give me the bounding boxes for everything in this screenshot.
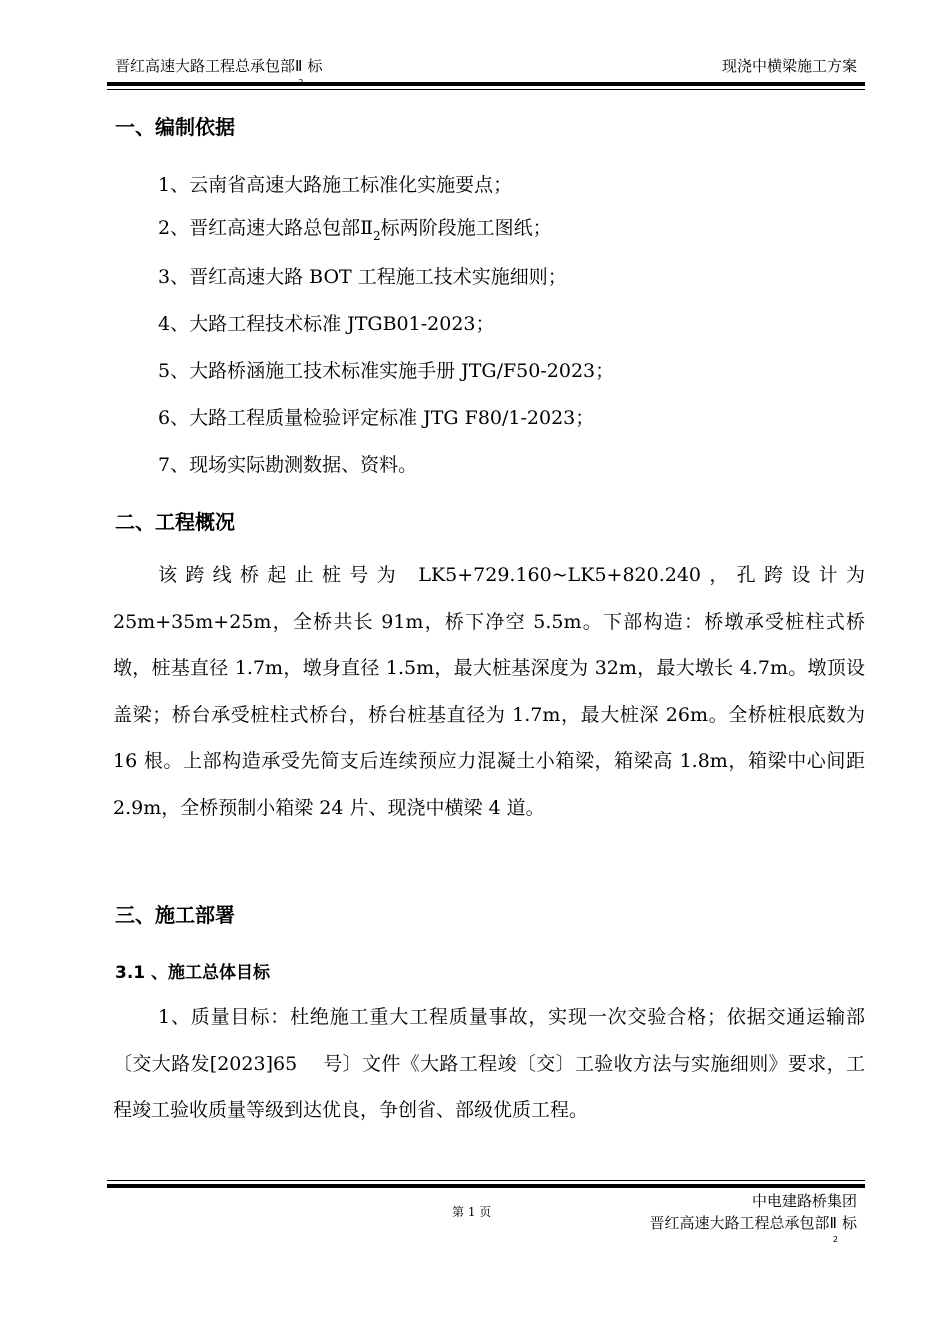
section-1-heading: 一、编制依据 [115,115,235,139]
footer-project-subscript: 2 [832,1235,838,1244]
header-project-name [115,55,323,76]
footer-project-text: 晋红高速大路工程总承包部Ⅱ [649,1214,837,1232]
basis-item-1: 1、云南省高速大路施工标准化实施要点； [158,174,513,196]
page-number: 第 1 页 [452,1205,492,1219]
header-rule-thin [107,89,865,90]
basis-item-2 [158,213,552,243]
header-project-text: 晋红高速大路工程总承包部Ⅱ [115,57,303,75]
basis-item-2-subscript: 2 [373,229,381,243]
project-overview-paragraph: 该跨线桥起止桩号为 LK5+729.160~LK5+820.240，孔跨设计为25m+35m+25m，全桥共长 91m，桥下净空 5.5m。下部构造：桥墩承受桩柱式桥墩，桩基直径 1.7m，墩身直径 1.5m，最大桩基深度为 32m，最大墩长 4.7m。墩顶设盖梁；桥台承受桩柱式桥台，桥台桩基直径为 1.7m，最大桩深 26m。全桥桩根底数为 16 根。上部构造承受先简支后连续预应力混凝土小箱梁，箱梁高 1.8m，箱梁中心间距 2.9m，全桥预制小箱梁 24 片、现浇中横梁 4 道。 [113,564,865,819]
basis-item-6: 6、大路工程质量检验评定标准 JTG F80/1-2023； [158,407,595,429]
basis-item-2-text: 2、晋红高速大路总包部Ⅱ [158,217,374,239]
footer-project-suffix: 标 [841,1214,857,1232]
header-rule-thick [107,82,865,86]
footer-company-name: 中电建路桥集团 [751,1192,857,1210]
header-document-title: 现浇中横梁施工方案 [721,57,857,75]
basis-item-4: 4、大路工程技术标准 JTGB01-2023； [158,313,495,335]
basis-item-5: 5、大路桥涵施工技术标准实施手册 JTG/F50-2023； [158,360,615,382]
basis-item-7: 7、现场实际勘测数据、资料。 [158,454,418,476]
footer-rule-thick [107,1184,865,1188]
section-2-heading: 二、工程概况 [115,510,235,534]
section-3-heading: 三、施工部署 [115,903,235,927]
section-3-1-heading: 3.1 、施工总体目标 [115,963,271,983]
basis-item-2-suffix: 标两阶段施工图纸； [380,217,552,239]
basis-item-3: 3、晋红高速大路 BOT 工程施工技术实施细则； [158,266,567,288]
footer-project-name [649,1212,858,1244]
footer-rule-thin [107,1180,865,1181]
header-project-suffix: 标 [307,57,323,75]
quality-target-paragraph: 1、质量目标：杜绝施工重大工程质量事故，实现一次交验合格；依据交通运输部〔交大路发[2023]65 号〕文件《大路工程竣〔交〕工验收方法与实施细则》要求，工程竣工验收质量等级到达优良，争创省、部级优质工程。 [113,1006,865,1121]
